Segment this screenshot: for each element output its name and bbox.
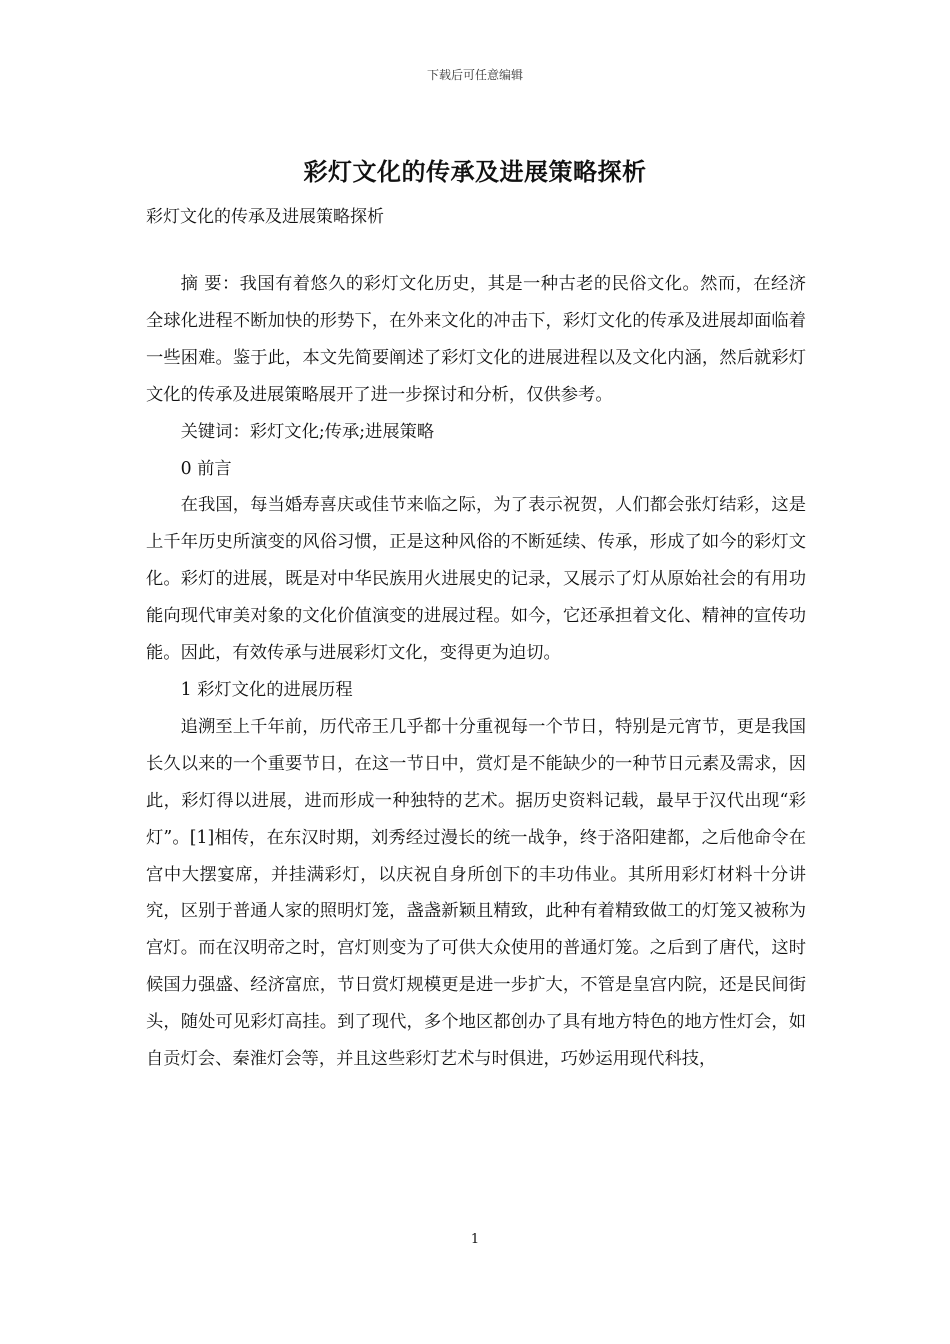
- page-header-note: 下载后可任意编辑: [426, 68, 523, 82]
- document-title: 彩灯文化的传承及进展策略探析: [303, 157, 647, 186]
- preface-paragraph: 在我国，每当婚寿喜庆或佳节来临之际，为了表示祝贺，人们都会张灯结彩，这是上千年历史所演变的风俗习惯，正是这种风俗的不断延续、传承，形成了如今的彩灯文化。彩灯的进展，既是对中华民族用火进展史的记录，又展示了灯从原始社会的有用功能向现代审美对象的文化价值演变的进展过程。如今，它还承担着文化、精神的宣传功能。因此，有效传承与进展彩灯文化，变得更为迫切。: [146, 495, 806, 664]
- history-paragraph: 追溯至上千年前，历代帝王几乎都十分重视每一个节日，特别是元宵节，更是我国长久以来的一个重要节日，在这一节日中，赏灯是不能缺少的一种节日元素及需求，因此，彩灯得以进展，进而形成一种独特的艺术。据历史资料记载，最早于汉代出现“彩灯”。[1]相传，在东汉时期，刘秀经过漫长的统一战争，终于洛阳建都，之后他命令在宫中大摆宴席，并挂满彩灯，以庆祝自身所创下的丰功伟业。其所用彩灯材料十分讲究，区别于普通人家的照明灯笼，盏盏新颖且精致，此种有着精致做工的灯笼又被称为宫灯。而在汉明帝之时，宫灯则变为了可供大众使用的普通灯笼。之后到了唐代，这时候国力强盛、经济富庶，节日赏灯规模更是进一步扩大，不管是皇宫内院，还是民间街头，随处可见彩灯高挂。到了现代，多个地区都创办了具有地方特色的地方性灯会，如自贡灯会、秦淮灯会等，并且这些彩灯艺术与时俱进，巧妙运用现代科技，: [146, 716, 806, 1070]
- section-heading-preface: 0 前言: [180, 458, 232, 479]
- document-body: [146, 266, 806, 1078]
- keywords-paragraph: 关键词：彩灯文化;传承;进展策略: [180, 421, 435, 442]
- document-subtitle: 彩灯文化的传承及进展策略探析: [146, 207, 384, 227]
- section-heading-history: 1 彩灯文化的进展历程: [180, 679, 353, 700]
- page-number: 1: [470, 1232, 480, 1247]
- abstract-paragraph: 摘 要：我国有着悠久的彩灯文化历史，其是一种古老的民俗文化。然而，在经济全球化进程不断加快的形势下，在外来文化的冲击下，彩灯文化的传承及进展却面临着一些困难。鉴于此，本文先简要阐述了彩灯文化的进展进程以及文化内涵，然后就彩灯文化的传承及进展策略展开了进一步探讨和分析，仅供参考。: [146, 274, 806, 405]
